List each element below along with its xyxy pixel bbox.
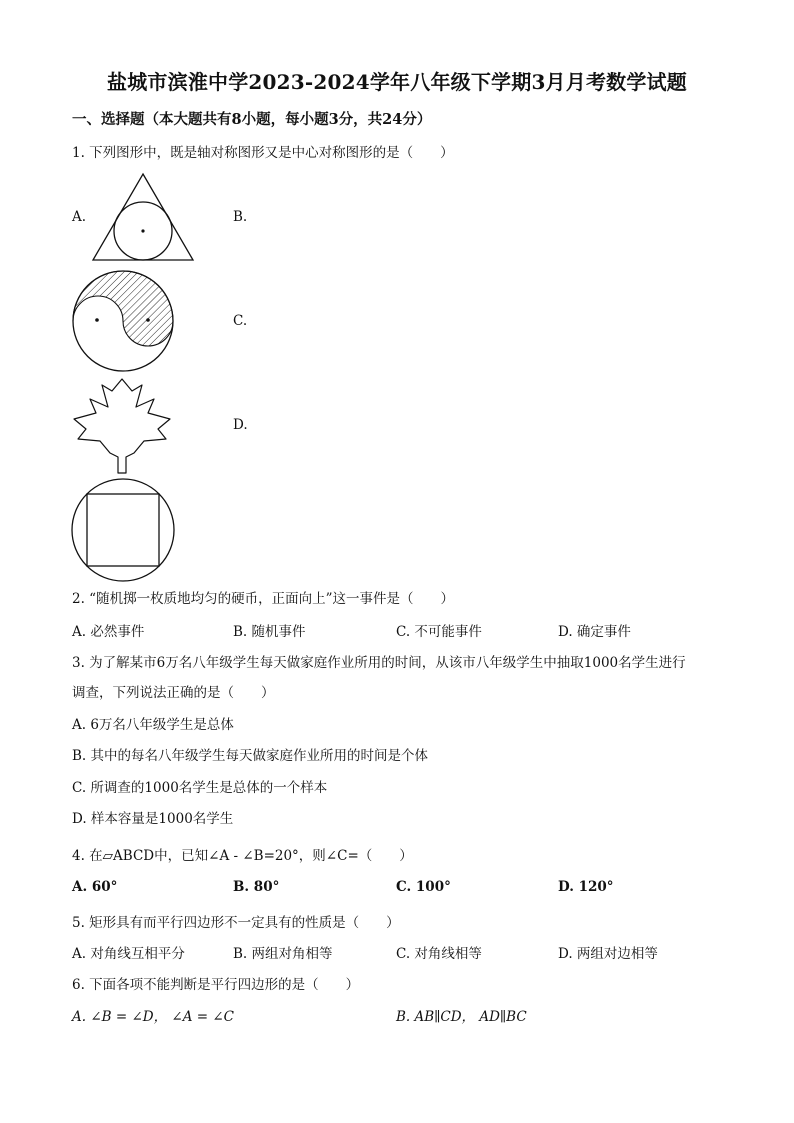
q2-option-d: D. 确定事件 <box>558 624 631 640</box>
question-6-stem: 6. 下面各项不能判断是平行四边形的是（ ） <box>72 977 360 993</box>
section-heading: 一、选择题（本大题共有8小题，每小题3分，共24分） <box>72 111 432 128</box>
question-3-stem-line1: 3. 为了解某市6万名八年级学生每天做家庭作业所用的时间，从该市八年级学生中抽取1000名学生进行 <box>72 655 686 671</box>
q2-option-b: B. 随机事件 <box>233 624 306 640</box>
q5-option-d: D. 两组对边相等 <box>558 946 658 962</box>
triangle-with-circle-figure <box>90 172 196 262</box>
question-5-stem: 5. 矩形具有而平行四边形不一定具有的性质是（ ） <box>72 915 400 931</box>
yin-yang-figure <box>70 269 176 373</box>
q3-option-c: C. 所调查的1000名学生是总体的一个样本 <box>72 780 328 796</box>
circle-with-square-figure <box>70 478 176 582</box>
q3-option-b: B. 其中的每名八年级学生每天做家庭作业所用的时间是个体 <box>72 748 429 764</box>
q4-option-d: D. 120° <box>558 879 614 895</box>
q1-option-a-label: A. <box>72 209 87 225</box>
q1-option-b-label: B. <box>233 209 248 225</box>
q5-option-a: A. 对角线互相平分 <box>72 946 185 962</box>
q2-option-c: C. 不可能事件 <box>396 624 482 640</box>
q5-option-b: B. 两组对角相等 <box>233 946 333 962</box>
page-title: 盐城市滨淮中学2023-2024学年八年级下学期3月月考数学试题 <box>107 70 687 94</box>
q4-option-c: C. 100° <box>396 879 451 895</box>
q4-option-b: B. 80° <box>233 879 280 895</box>
q1-option-d-label: D. <box>233 417 248 433</box>
q1-option-c-label: C. <box>233 313 248 329</box>
q5-option-c: C. 对角线相等 <box>396 946 482 962</box>
q2-option-a: A. 必然事件 <box>72 624 145 640</box>
maple-leaf-figure <box>70 377 174 477</box>
q3-option-d: D. 样本容量是1000名学生 <box>72 811 234 827</box>
q4-option-a: A. 60° <box>72 879 118 895</box>
q6-option-a: A. ∠B = ∠D， ∠A = ∠C <box>72 1009 234 1025</box>
q3-option-a: A. 6万名八年级学生是总体 <box>72 717 234 733</box>
question-3-stem-line2: 调查，下列说法正确的是（ ） <box>72 685 275 701</box>
question-4-stem: 4. 在▱ABCD中，已知∠A - ∠B=20°，则∠C=（ ） <box>72 848 413 864</box>
q6-option-b: B. AB∥CD， AD∥BC <box>396 1009 527 1025</box>
question-1-stem: 1. 下列图形中，既是轴对称图形又是中心对称图形的是（ ） <box>72 145 454 161</box>
question-2-stem: 2. “随机掷一枚质地均匀的硬币，正面向上”这一事件是（ ） <box>72 591 454 607</box>
